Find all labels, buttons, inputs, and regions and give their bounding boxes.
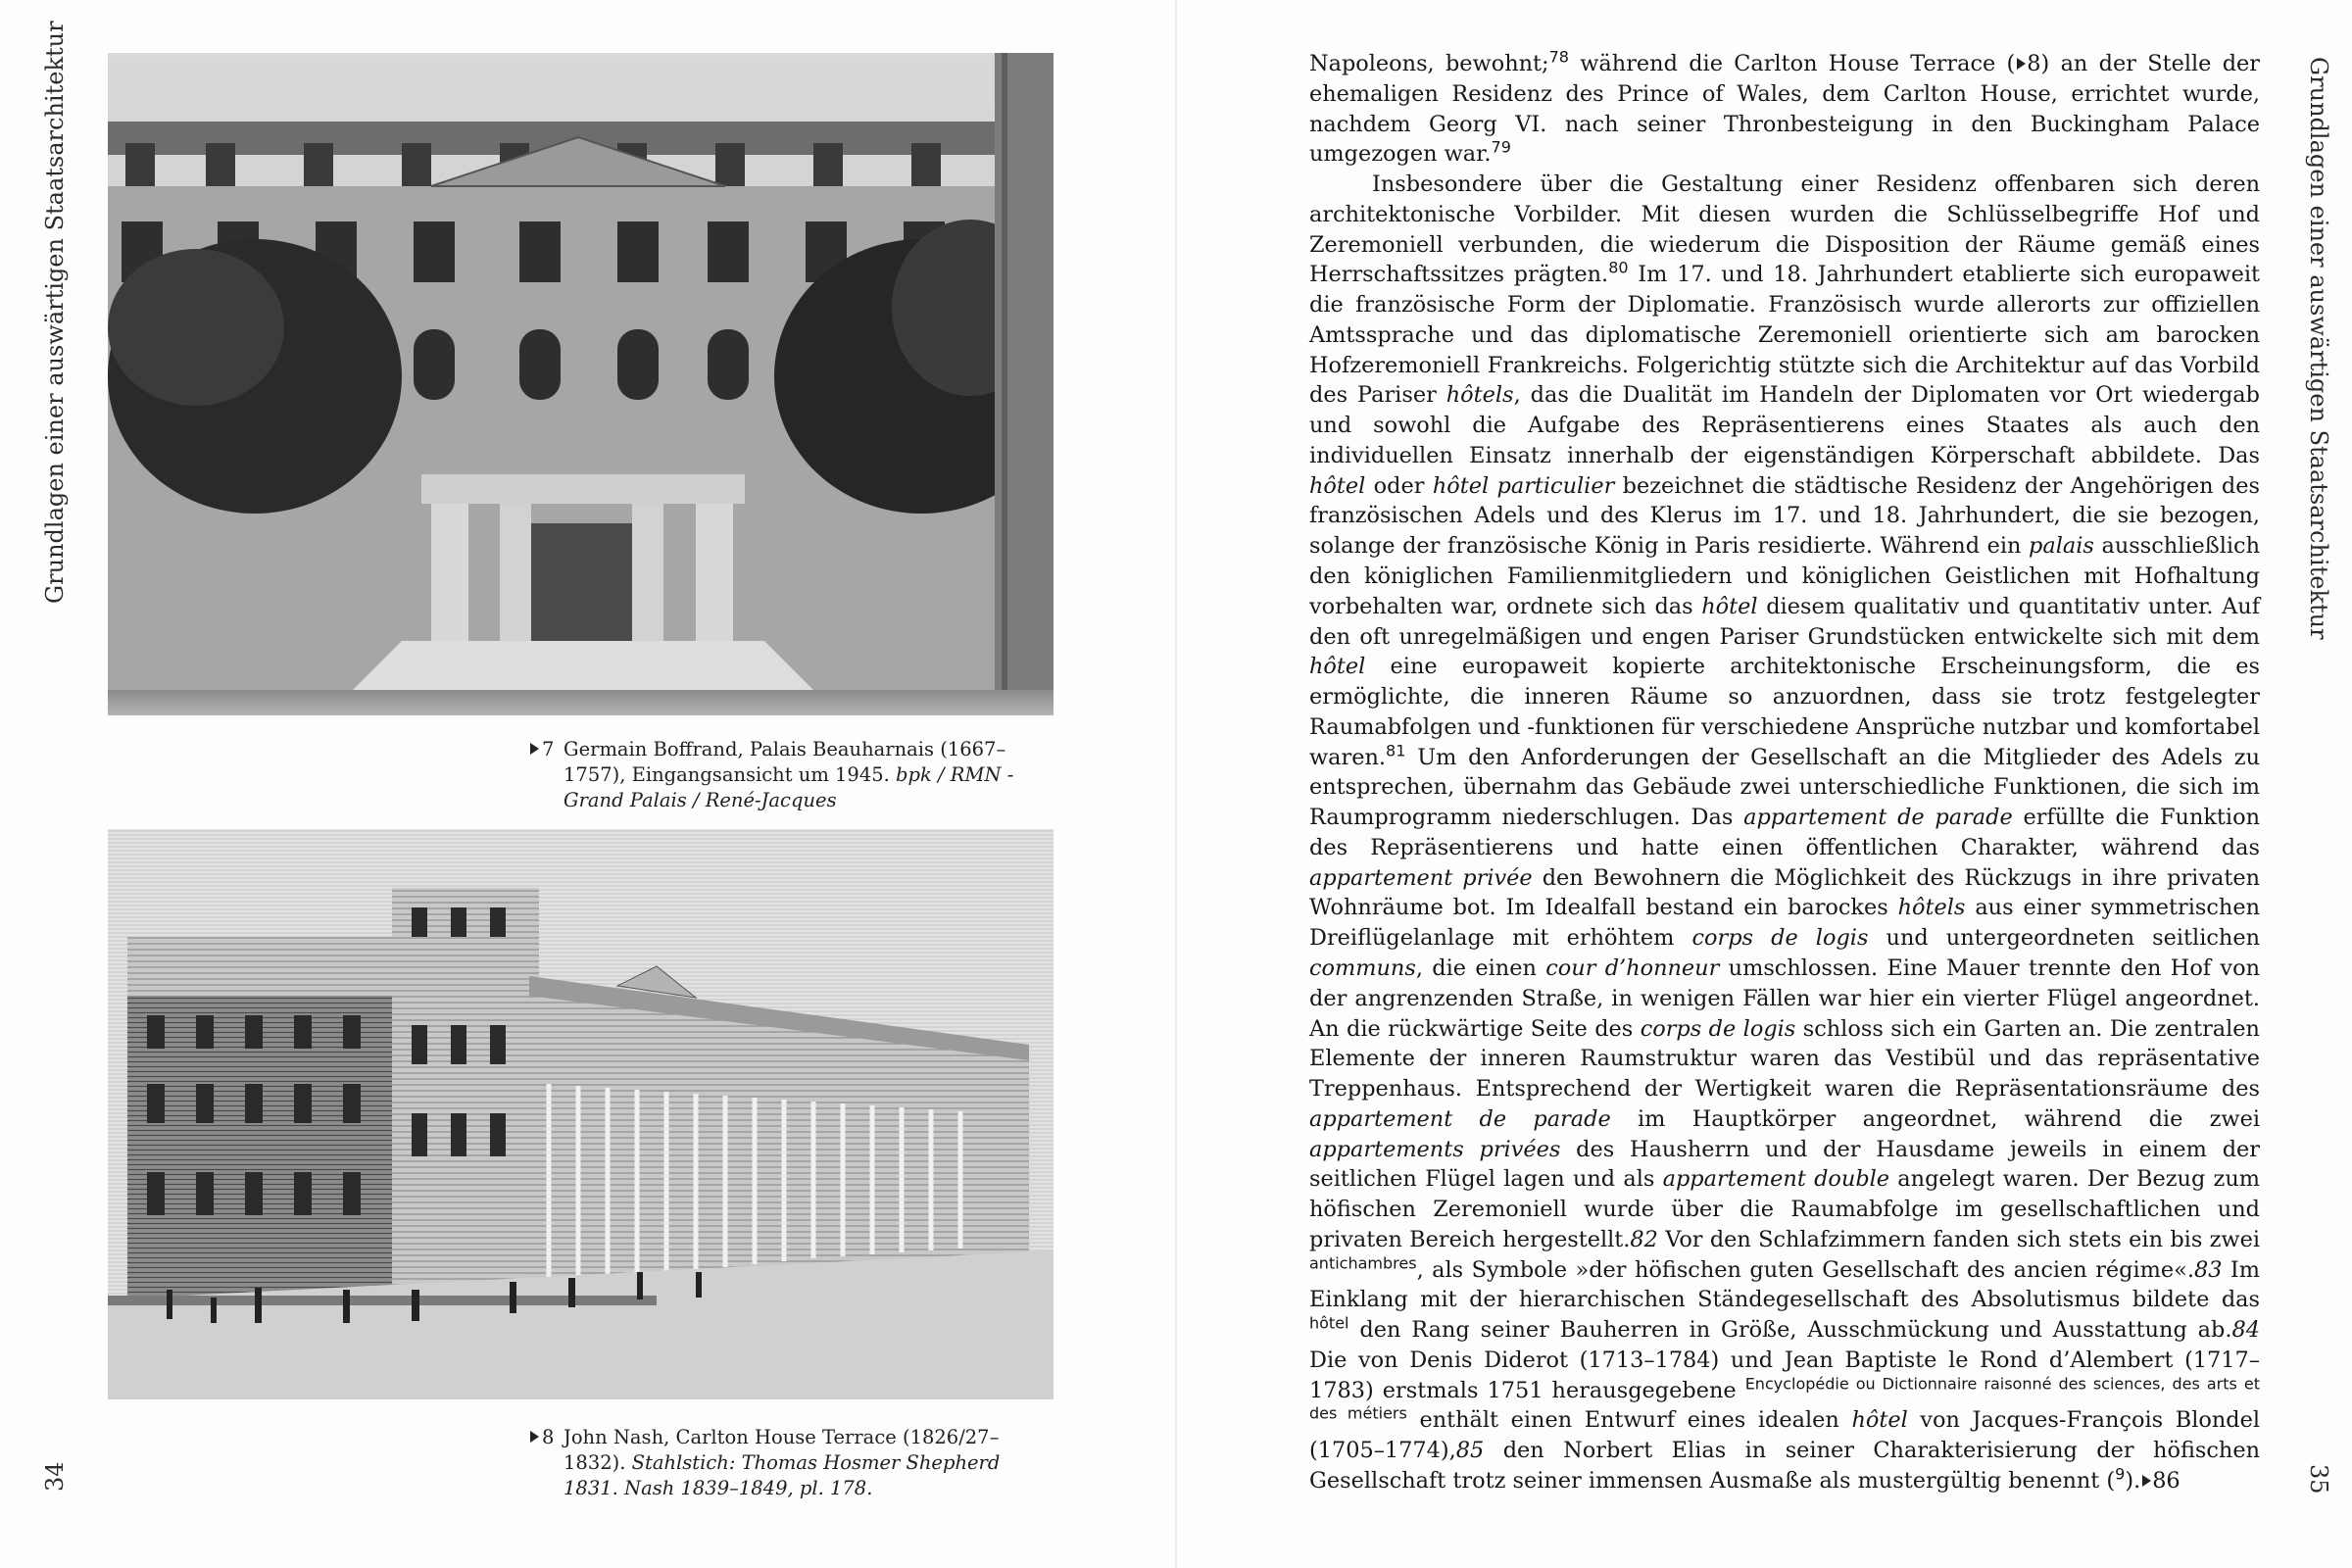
caption-credit: Stahlstich: Thomas Hosmer Shepherd 1831. Nash 1839–1849, pl. 178. bbox=[564, 1451, 1001, 1499]
figure-marker: 8 bbox=[530, 1425, 564, 1450]
figure-ref: 86 bbox=[2152, 1467, 2180, 1494]
footnote-ref: 80 bbox=[1608, 258, 1629, 277]
figure-8-engraving bbox=[108, 829, 1054, 1399]
figure-marker: 7 bbox=[530, 737, 564, 762]
footnote-ref: hôtel bbox=[1309, 1313, 1349, 1333]
paragraph-1: Napoleons, bewohnt;$^{78}$ während die Carlton House Terrace ( 8) an der Stelle der ehemaligen Residenz des Prince of Wales, dem Carlton House, errichtet wurde, nachdem Georg VI. nach seiner Thronbesteigung in den Buckingham Palace umgezogen war.$^{79}$ bbox=[1309, 47, 2260, 168]
triangle-pointer-icon bbox=[2017, 58, 2026, 70]
footnote-ref: antichambres bbox=[1309, 1253, 1417, 1273]
body-text bbox=[1309, 49, 2260, 1496]
page-number-left: 34 bbox=[41, 1461, 69, 1492]
running-head-right: Grundlagen einer auswärtigen Staatsarchitektur bbox=[2305, 57, 2332, 640]
paragraph-2: Insbesondere über die Gestaltung einer Residenz offenbaren sich deren architektonische Vorbilder. Mit diesen wurden die Schlüsselbegriffe Hof und Zeremoniell verbunden, die wiederum die Disposition der Räume gemäß eines Herrschaftssitzes prägten.$^{80}$ Im 17. und 18. Jahrhundert etablierte sich europaweit die französische Form der Diplomatie. Französisch wurde allerorts zur offiziellen Amtssprache und das diplomatische Zeremoniell orientierte sich am barocken Hofzeremoniell Frankreichs. Folgerichtig stützte sich die Architektur auf das Vorbild des Pariser hôtels, das die Dualität im Handeln der Diplomaten vor Ort wiedergab und sowohl die Aufgabe des Repräsentierens eines Staates als auch den individuellen Einsatz innerhalb der eigenständigen Körperschaft abbildete. Das hôtel oder hôtel particulier bezeichnet die städtische Residenz der Angehörigen des französischen Adels und des Klerus im 17. und 18. Jahrhundert, die sie bezogen, solange der französische König in Paris residierte. Während ein palais ausschließlich den königlichen Familienmitgliedern und königlichen Geistlichen mit Hofhaltung vorbehalten war, ordnete sich das hôtel diesem qualitativ und quantitativ unter. Auf den oft unregelmäßigen und engen Pariser Grundstücken entwickelte sich mit dem hôtel eine europaweit kopierte architektonische Erscheinungsform, die es ermöglichte, die inneren Räume so anzuordnen, dass sie trotz festgelegter Raumabfolgen und -funktionen für verschiedene Ansprüche nutzbar und komfortabel waren.$^{81}$ Um den Anforderungen der Gesellschaft an die Mitglieder des Adels zu entsprechen, übernahm das Gebäude zwei unterschiedliche Funktionen, die sich im Raumprogramm niederschlugen. Das appartement de parade erfüllte die Funktion des Repräsentierens und hatte einen öffentlichen Charakter, während das appartement privée den Bewohnern die Möglichkeit des Rückzugs in ihre privaten Wohnräume bot. Im Idealfall bestand ein barockes hôtels aus einer symmetrischen Dreiflügelanlage mit erhöhtem corps de logis und untergeordneten seitlichen communs, die einen cour d’honneur umschlossen. Eine Mauer trennte den Hof von der angrenzenden Straße, in wenigen Fällen war hier ein vierter Flügel angeordnet. An die rückwärtige Seite des corps de logis schloss sich ein Garten an. Die zentralen Elemente der inneren Raumstruktur waren das Vestibül und das repräsentative Treppenhaus. Entsprechend der Wertigkeit waren die Repräsentationsräume des appartement de parade im Hauptkörper angeordnet, während die zwei appartements privées des Hausherrn und der Hausdame jeweils in einem der seitlichen Flügel lagen und als appartement double angelegt waren. Der Bezug zum höfischen Zeremoniell wurde über die Raumabfolge im gesellschaftlichen und privaten Bereich hergestellt.82 Vor den Schlafzimmern fanden sich stets ein bis zwei $^{antichambres}$, als Symbole »der höfischen guten Gesellschaft des ancien régime«.83 Im Einklang mit der hierarchischen Ständegesellschaft des Absolutismus bildete das $^{hôtel}$ den Rang seiner Bauherren in Größe, Ausschmückung und Ausstattung ab.84 Die von Denis Diderot (1713–1784) und Jean Baptiste le Rond d’Alembert (1717–1783) erstmals 1751 herausgegebene $^{Encyclopédie ou Dictionnaire raisonné des sciences, des arts et des métiers}$ enthält einen Entwurf eines idealen hôtel von Jacques-François Blondel (1705–1774),85 den Norbert Elias in seiner Charakterisierung der höfischen Gesellschaft trotz seiner immensen Ausmaße als mustergültig benennt ($^9$). 86 bbox=[1309, 172, 2261, 1494]
figure-7-caption bbox=[542, 737, 1054, 813]
caption-text: Germain Boffrand, Palais Beauharnais (1667–1757), Eingangsansicht um 1945. bbox=[564, 738, 1006, 786]
footnote-ref: 79 bbox=[1491, 137, 1511, 157]
figure-ref: 8 bbox=[2027, 51, 2041, 76]
gutter bbox=[1175, 0, 1177, 1568]
figure-7-photo bbox=[108, 53, 1054, 715]
triangle-pointer-icon bbox=[530, 743, 539, 755]
triangle-pointer-icon bbox=[2142, 1475, 2151, 1487]
caption-text: John Nash, Carlton House Terrace (1826/27–1832). bbox=[564, 1426, 1000, 1474]
footnote-ref: 81 bbox=[1386, 741, 1406, 760]
triangle-pointer-icon bbox=[530, 1431, 539, 1443]
footnote-ref: 78 bbox=[1548, 47, 1569, 67]
running-head-left: Grundlagen einer auswärtigen Staatsarchitektur bbox=[41, 21, 69, 604]
figure-8-caption bbox=[542, 1425, 1054, 1501]
page-number-right: 35 bbox=[2305, 1464, 2332, 1494]
footnote-ref: 9 bbox=[2115, 1464, 2126, 1484]
footnote-ref: Encyclopédie ou Dictionnaire raisonné des sciences, des arts et des métiers bbox=[1309, 1374, 2261, 1423]
caption-credit: bpk / RMN - Grand Palais / René-Jacques bbox=[564, 763, 1014, 811]
